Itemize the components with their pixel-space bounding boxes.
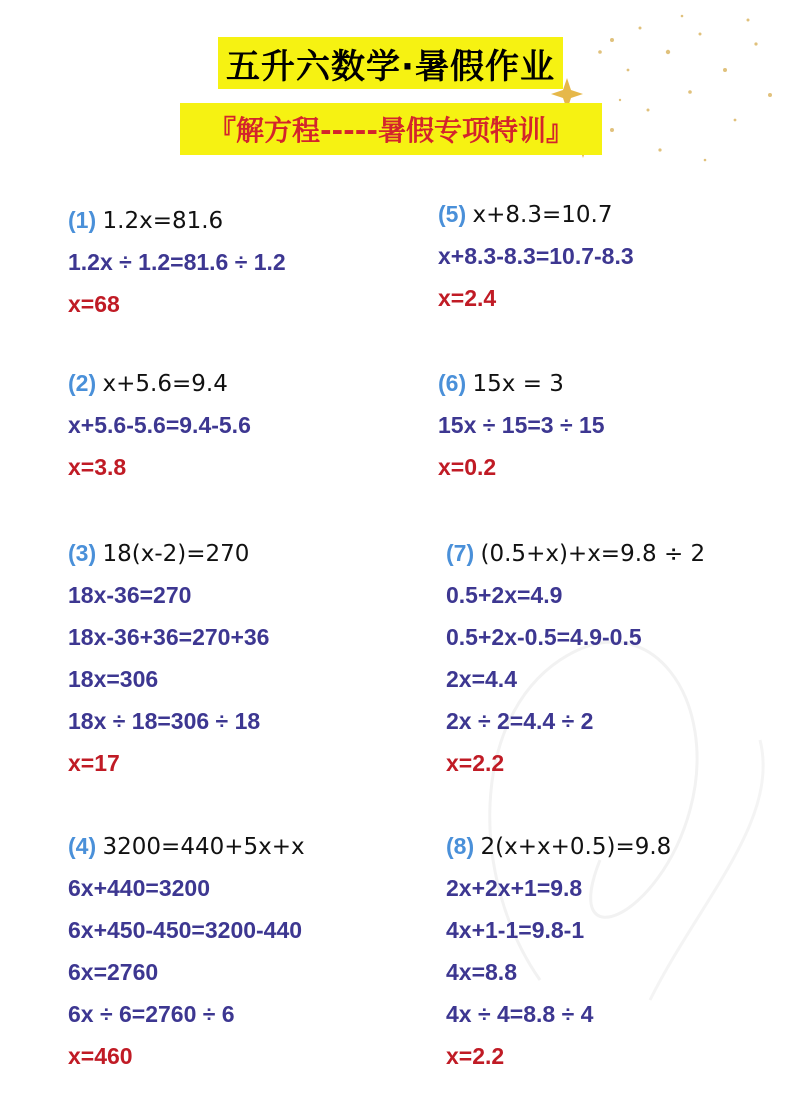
solution-step: 6x=2760 (68, 959, 159, 985)
question-expression: 18(x-2)=270 (102, 541, 250, 567)
problem-question (68, 362, 251, 404)
solution-answer: x=2.4 (438, 285, 497, 311)
question-expression: x+8.3=10.7 (472, 202, 613, 228)
solution-answer: x=2.2 (446, 1043, 505, 1069)
problem-5 (438, 193, 634, 319)
solution-step: 4x=8.8 (446, 959, 517, 985)
problem-number: (4) (68, 833, 97, 859)
problem-1 (68, 199, 286, 325)
problem-question (438, 362, 605, 404)
solution-step: 6x+450-450=3200-440 (68, 917, 303, 943)
solution-answer: x=460 (68, 1043, 133, 1069)
problem-question (68, 825, 305, 867)
solution-step: 18x ÷ 18=306 ÷ 18 (68, 708, 261, 734)
problem-4 (68, 825, 305, 1077)
problem-question (68, 532, 269, 574)
solution-step: 15x ÷ 15=3 ÷ 15 (438, 412, 605, 438)
solution-answer: x=68 (68, 291, 120, 317)
glitter-icon (598, 15, 772, 162)
solution-step: 1.2x ÷ 1.2=81.6 ÷ 1.2 (68, 249, 286, 275)
problem-6 (438, 362, 605, 488)
problem-number: (5) (438, 201, 467, 227)
solution-step: 0.5+2x=4.9 (446, 582, 563, 608)
problem-7 (446, 532, 705, 784)
problem-question (446, 825, 671, 867)
solution-step: 4x ÷ 4=8.8 ÷ 4 (446, 1001, 594, 1027)
question-expression: x+5.6=9.4 (102, 371, 228, 397)
solution-answer: x=2.2 (446, 750, 505, 776)
solution-step: 6x ÷ 6=2760 ÷ 6 (68, 1001, 235, 1027)
problem-2 (68, 362, 251, 488)
page-title: 五升六数学·暑假作业 (226, 46, 555, 87)
problem-number: (1) (68, 207, 97, 233)
solution-step: 2x ÷ 2=4.4 ÷ 2 (446, 708, 594, 734)
title-banner (218, 37, 563, 89)
solution-step: 2x=4.4 (446, 666, 517, 692)
subtitle-banner (180, 103, 602, 155)
solution-step: 4x+1-1=9.8-1 (446, 917, 585, 943)
problem-question (438, 193, 634, 235)
question-expression: 1.2x=81.6 (102, 208, 224, 234)
problem-number: (2) (68, 370, 97, 396)
solution-step: 6x+440=3200 (68, 875, 210, 901)
solution-step: x+8.3-8.3=10.7-8.3 (438, 243, 634, 269)
solution-step: 18x=306 (68, 666, 159, 692)
question-expression: 15x = 3 (472, 371, 564, 397)
solution-answer: x=3.8 (68, 454, 127, 480)
question-expression: (0.5+x)+x=9.8 ÷ 2 (480, 541, 706, 567)
question-expression: 3200=440+5x+x (102, 834, 305, 860)
solution-step: 0.5+2x-0.5=4.9-0.5 (446, 624, 642, 650)
problem-3 (68, 532, 269, 784)
problem-8 (446, 825, 671, 1077)
problem-number: (8) (446, 833, 475, 859)
problem-number: (6) (438, 370, 467, 396)
solution-step: 18x-36=270 (68, 582, 192, 608)
question-expression: 2(x+x+0.5)=9.8 (480, 834, 672, 860)
solution-step: 2x+2x+1=9.8 (446, 875, 583, 901)
solution-answer: x=17 (68, 750, 120, 776)
solution-step: x+5.6-5.6=9.4-5.6 (68, 412, 251, 438)
problem-number: (7) (446, 540, 475, 566)
problem-question (446, 532, 705, 574)
solution-answer: x=0.2 (438, 454, 497, 480)
solution-step: 18x-36+36=270+36 (68, 624, 270, 650)
problem-question (68, 199, 286, 241)
page-subtitle: 『解方程-----暑假专项特训』 (207, 114, 575, 147)
problem-number: (3) (68, 540, 97, 566)
